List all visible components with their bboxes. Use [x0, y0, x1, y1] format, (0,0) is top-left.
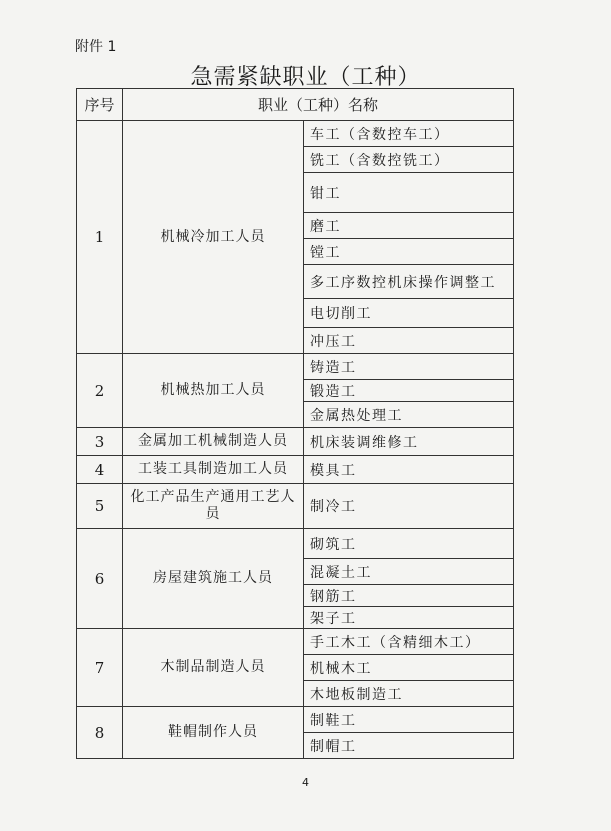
job-cell: 木地板制造工 [304, 681, 514, 707]
table-header-row [77, 89, 514, 121]
table-row [77, 629, 514, 655]
job-cell: 电切削工 [304, 299, 514, 328]
category-cell: 金属加工机械制造人员 [123, 428, 304, 456]
seq-cell: 1 [77, 121, 123, 354]
job-cell: 模具工 [304, 456, 514, 484]
job-cell: 金属热处理工 [304, 402, 514, 428]
job-cell: 铸造工 [304, 354, 514, 380]
attachment-label: 附件 1 [75, 39, 117, 55]
job-cell: 制鞋工 [304, 707, 514, 733]
job-cell: 钢筋工 [304, 585, 514, 607]
table-row [77, 529, 514, 559]
seq-cell: 3 [77, 428, 123, 456]
seq-cell: 8 [77, 707, 123, 759]
seq-cell: 4 [77, 456, 123, 484]
occupation-table [76, 88, 514, 759]
seq-cell: 7 [77, 629, 123, 707]
category-cell: 房屋建筑施工人员 [123, 529, 304, 629]
table-row [77, 428, 514, 456]
job-cell: 磨工 [304, 213, 514, 239]
job-cell: 混凝土工 [304, 559, 514, 585]
category-cell: 工装工具制造加工人员 [123, 456, 304, 484]
job-cell: 锻造工 [304, 380, 514, 402]
job-cell: 手工木工（含精细木工） [304, 629, 514, 655]
table-row [77, 456, 514, 484]
seq-cell: 2 [77, 354, 123, 428]
job-cell: 多工序数控机床操作调整工 [304, 265, 514, 299]
job-cell: 冲压工 [304, 328, 514, 354]
document-title: 急需紧缺职业（工种） [190, 65, 421, 90]
job-cell: 制帽工 [304, 733, 514, 759]
table-row [77, 354, 514, 380]
header-seq: 序号 [77, 89, 123, 121]
seq-cell: 5 [77, 484, 123, 529]
header-occupation-name: 职业（工种）名称 [123, 89, 514, 121]
job-cell: 机械木工 [304, 655, 514, 681]
category-cell: 化工产品生产通用工艺人员 [123, 484, 304, 529]
table-row [77, 484, 514, 529]
job-cell: 砌筑工 [304, 529, 514, 559]
category-cell: 木制品制造人员 [123, 629, 304, 707]
job-cell: 车工（含数控车工） [304, 121, 514, 147]
job-cell: 铣工（含数控铣工） [304, 147, 514, 173]
table-row [77, 121, 514, 147]
seq-cell: 6 [77, 529, 123, 629]
category-cell: 机械冷加工人员 [123, 121, 304, 354]
page-number: 4 [302, 776, 309, 789]
category-cell: 鞋帽制作人员 [123, 707, 304, 759]
job-cell: 钳工 [304, 173, 514, 213]
table-body [77, 121, 514, 759]
table-row [77, 707, 514, 733]
job-cell: 架子工 [304, 607, 514, 629]
job-cell: 镗工 [304, 239, 514, 265]
job-cell: 机床装调维修工 [304, 428, 514, 456]
category-cell: 机械热加工人员 [123, 354, 304, 428]
job-cell: 制冷工 [304, 484, 514, 529]
